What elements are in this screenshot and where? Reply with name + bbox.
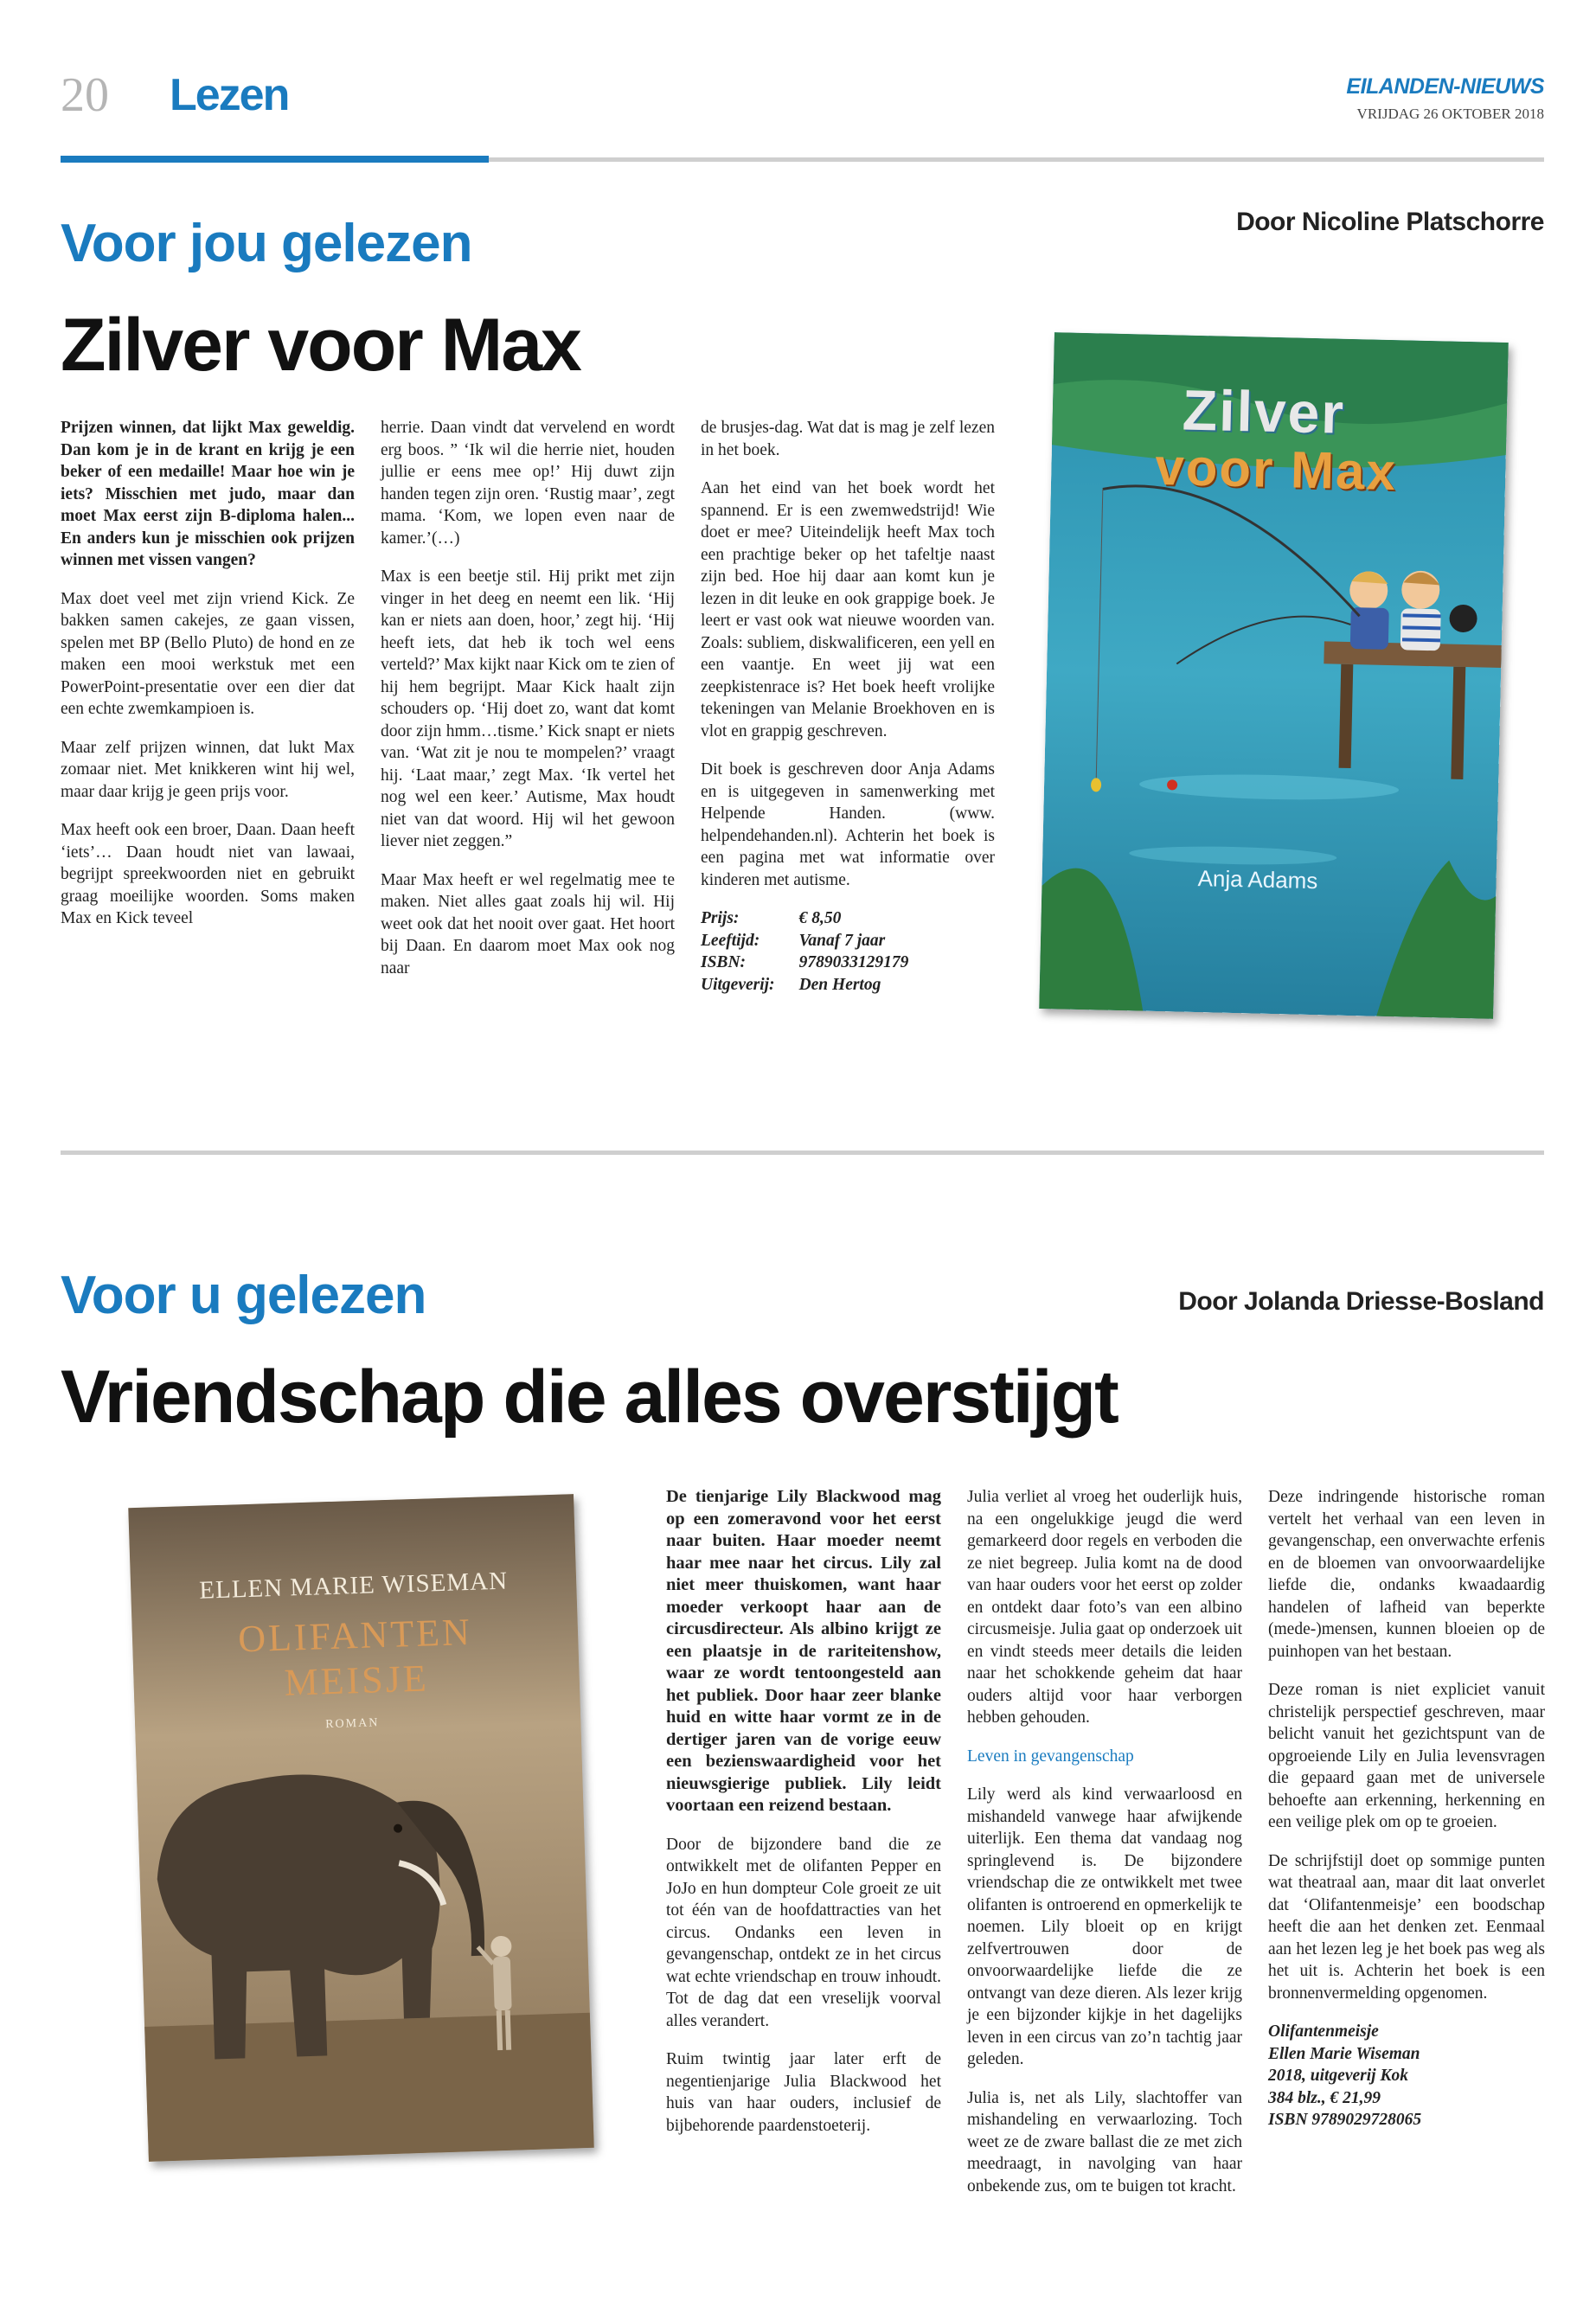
paragraph: Door de bijzondere band die ze ontwikkelt met de olifanten Pepper en JoJo en hun dompteur Cole groeit ze uit tot één van de hoofdattracties van het circus. Ondanks een leven in gevangenschap, ontdekt ze in het circus wat echte vriendschap en trouw inhoudt. Tot de dag dat een vreselijk voorval alles verandert. bbox=[666, 1835, 941, 2030]
header-accent-bar bbox=[61, 156, 489, 163]
paragraph: herrie. Daan vindt dat vervelend en wordt erg boos. ” ‘Ik wil die herrie niet, houden jullie er eens mee op!’ Hij duwt zijn handen tegen zijn oren. ‘Rustig maar’, zegt mama. ‘Kom, we lopen even naar de kamer.’(…) bbox=[381, 419, 675, 548]
paragraph: Maar Max heeft er wel regelmatig mee te maken. Niet alles gaat zoals hij wil. Hij weet ook dat het nooit over gaat. Het hoort bij Daan. En daarom moet Max ook nog naar bbox=[381, 870, 675, 977]
article1-title: Zilver voor Max bbox=[61, 304, 580, 387]
page-header bbox=[0, 0, 1596, 164]
article1-lead: Prijzen winnen, dat lijkt Max geweldig. Dan kom je in de krant en krijg je een beker of een medaille! Maar hoe win je iets? Misschien met judo, maar dan moet Max eerst zijn B-diploma halen... En anders kun je misschien ook prijzen winnen met vissen vangen? bbox=[61, 419, 355, 569]
cover-genre: ROMAN bbox=[324, 1716, 380, 1732]
article1-book-info bbox=[701, 907, 933, 996]
info-line: 2018, uitgeverij Kok bbox=[1268, 2067, 1408, 2085]
article2-kicker: Voor u gelezen bbox=[61, 1266, 426, 1325]
paragraph: Aan het eind van het boek wordt het spannend. Er is een zwemwedstrijd! Wie doet er mee? Uiteindelijk heeft Max toch een prachtige beker op het tafeltje naast zijn bed. Hoe hij daar aan komt kun je lezen in dit leuke en ook grappige boek. Je leert er vast ook wat nieuwe woorden van. Zoals: subliem, diskwalificeren, een yell en een vaantje. En weet jij wat een zeepkistenrace is? Het boek heeft vrolijke tekeningen van Melanie Broekhoven en is vlot en grappig geschreven. bbox=[701, 479, 995, 740]
paragraph: de brusjes-dag. Wat dat is mag je zelf lezen in het boek. bbox=[701, 419, 995, 459]
article2-byline: Door Jolanda Driesse-Bosland bbox=[1178, 1287, 1544, 1316]
masthead-logo: EILANDEN-NIEUWS bbox=[1346, 74, 1544, 99]
paragraph: De schrijfstijl doet op sommige punten wat theatraal aan, maar dit laat onverlet dat ‘Olifantenmeisje’ een boodschap heeft die aan het denken zet. Eenmaal aan het lezen leg je het boek pas weg als het uit is. Achterin het boek is een bronnenvermelding opgenomen. bbox=[1268, 1851, 1545, 2003]
info-row: ISBN: 9789033129179 bbox=[701, 953, 909, 971]
paragraph: Deze roman is niet expliciet vanuit christelijk perspectief geschreven, maar belicht vanuit het gezichtspunt van de opgroeiende Lily en Julia levensvragen die gepaard gaan met de universele behoefte aan erkenning, herkenning en een veilige plek om op te groeien. bbox=[1268, 1681, 1545, 1831]
section-title: Lezen bbox=[170, 70, 289, 120]
cover-title-line-1: OLIFANTEN bbox=[237, 1610, 473, 1661]
info-line: Ellen Marie Wiseman bbox=[1268, 2044, 1420, 2063]
article2-column-2 bbox=[967, 1486, 1242, 2214]
paragraph: Dit boek is geschreven door Anja Adams en is uitgegeven in samenwerking met Helpende Handen. (www. helpendehanden.nl). Achterin het boek is een pagina met wat informatie over kinderen met autisme. bbox=[701, 760, 995, 889]
paragraph: Julia verliet al vroeg het ouderlijk huis, na een ongelukkige jeugd die werd gemarkeerd door regels en verboden die ze niet begreep. Julia komt na de dood van haar ouders voor het eerst op zolder en ontdekt daar foto’s van een albino circusmeisje. Julia gaat op onderzoek uit en vindt steeds meer details die leiden naar het schokkende geheim dat haar ouders altijd voor haar verborgen hebben gehouden. bbox=[967, 1488, 1242, 1727]
info-row: Leeftijd: Vanaf 7 jaar bbox=[701, 931, 886, 950]
subheading: Leven in gevangenschap bbox=[967, 1747, 1134, 1766]
cover-author: ELLEN MARIE WISEMAN bbox=[198, 1567, 509, 1605]
paragraph: Julia is, net als Lily, slachtoffer van mishandeling en verwaarlozing. Toch weet ze de zware ballast die ze met zich meedraagt, in navolging van haar onbekende zus, om te buigen tot kracht. bbox=[967, 2088, 1242, 2195]
info-row: Uitgeverij: Den Hertog bbox=[701, 975, 881, 994]
info-row: Prijs: € 8,50 bbox=[701, 909, 842, 927]
paragraph: Max is een beetje stil. Hij prikt met zijn vinger in het deeg en neemt een lik. ‘Hij kan er niets aan doen, hoor,’ zegt hij. ‘Hij heeft iets, dat heb ik toch wel eens verteld?’ Max kijkt naar Kick om te zien of hij hem begrijpt. Maar Kick haalt zijn schouders op. ‘Hij doet zo, want dat komt door zijn hmm…tisme.’ Kick snapt er niets van. ‘Wat zit je nou te mompelen?’ vraagt hij. ‘Laat maar,’ zegt Max. ‘Ik vertel het nog wel een keer.’ Autisme, Max houdt niet van dat woord. Hij wil het gewoon liever niet zeggen.” bbox=[381, 567, 675, 850]
paragraph: Max heeft ook een broer, Daan. Daan heeft ‘iets’… Daan houdt niet van lawaai, begrijpt spreekwoorden niet en gebruikt graag moeilijke woorden. Soms maken Max en Kick teveel bbox=[61, 821, 355, 927]
article2-book-info bbox=[1268, 2021, 1545, 2131]
cover-author: Anja Adams bbox=[1197, 865, 1318, 894]
paragraph: Maar zelf prijzen winnen, dat lukt Max zomaar niet. Met knikkeren wint hij wel, maar daar krijg je geen prijs voor. bbox=[61, 738, 355, 801]
book-cover-zilver-voor-max bbox=[1039, 332, 1509, 1019]
article1-kicker: Voor jou gelezen bbox=[61, 214, 472, 273]
article1-column-3 bbox=[701, 417, 995, 996]
cover-title-line-2: MEISJE bbox=[283, 1657, 430, 1704]
paragraph: Lily werd als kind verwaarloosd en mishandeld vanwege haar afwijkende uiterlijk. Een thema dat vandaag nog springlevend is. De bijzondere vriendschap die ze ontwikkelt met twee olifanten is ontroerend en opmerkelijk te noemen. Lily bloeit op en krijgt zelfvertrouwen door de onvoorwaardelijke liefde die ze ontvangt van deze dieren. Als lezer krijg je een bijzonder kijkje in het dagelijks leven in een circus van zo’n tachtig jaar geleden. bbox=[967, 1785, 1242, 2068]
article1-column-1 bbox=[61, 417, 355, 946]
paragraph: Deze indringende historische roman vertelt het verhaal van een leven in gevangenschap, een onverwachte erfenis en de bloemen van onvoorwaardelijke liefde die, ondanks kwaadaardig handelen of lafheid van beperkte (mede-)mensen, kunnen bloeien op de puinhopen van het bestaan. bbox=[1268, 1488, 1545, 1661]
issue-date: VRIJDAG 26 OKTOBER 2018 bbox=[1356, 106, 1544, 122]
article2-title: Vriendschap die alles overstijgt bbox=[61, 1356, 1118, 1439]
info-line: Olifantenmeisje bbox=[1268, 2022, 1379, 2041]
paragraph: Max doet veel met zijn vriend Kick. Ze bakken samen cakejes, ze gaan vissen, spelen met BP (Bello Pluto) de hond en ze maken een mooi werkstuk met een PowerPoint-presentatie over een dier dat een echte zwemkampioen is. bbox=[61, 589, 355, 718]
article2-column-1 bbox=[666, 1486, 941, 2153]
info-line: ISBN 9789029728065 bbox=[1268, 2111, 1422, 2129]
article1-column-2 bbox=[381, 417, 675, 996]
article1-byline: Door Nicoline Platschorre bbox=[1236, 208, 1544, 236]
cover-title-line-2: voor Max bbox=[1154, 437, 1398, 502]
article-divider bbox=[61, 1150, 1544, 1155]
article2-column-3 bbox=[1268, 1486, 1545, 2131]
paragraph: Ruim twintig jaar later erft de negentienjarige Julia Blackwood het huis van haar ouders, inclusief de bijbehorende paardenstoeterij. bbox=[666, 2050, 941, 2135]
cover-title-line-1: Zilver bbox=[1182, 377, 1346, 445]
book-cover-olifantenmeisje bbox=[128, 1494, 593, 2162]
info-line: 384 blz., € 21,99 bbox=[1268, 2088, 1381, 2107]
header-rule bbox=[489, 157, 1544, 162]
page-number: 20 bbox=[61, 68, 109, 122]
article2-lead: De tienjarige Lily Blackwood mag op een zomeravond voor het eerst naar buiten. Haar moeder neemt haar mee naar het circus. Lily zal niet meer thuiskomen, want haar moeder verkoopt haar aan de circusdirecteur. Als albino krijgt ze een plaatsje in de rariteitenshow, waar ze wordt tentoongesteld aan het publiek. Door haar zeer blanke huid en witte haar vormt ze in de dertiger jaren van de vorige eeuw een bezienswaardigheid voor het nieuwsgierige publiek. Lily leidt voortaan een reizend bestaan. bbox=[666, 1487, 941, 1815]
